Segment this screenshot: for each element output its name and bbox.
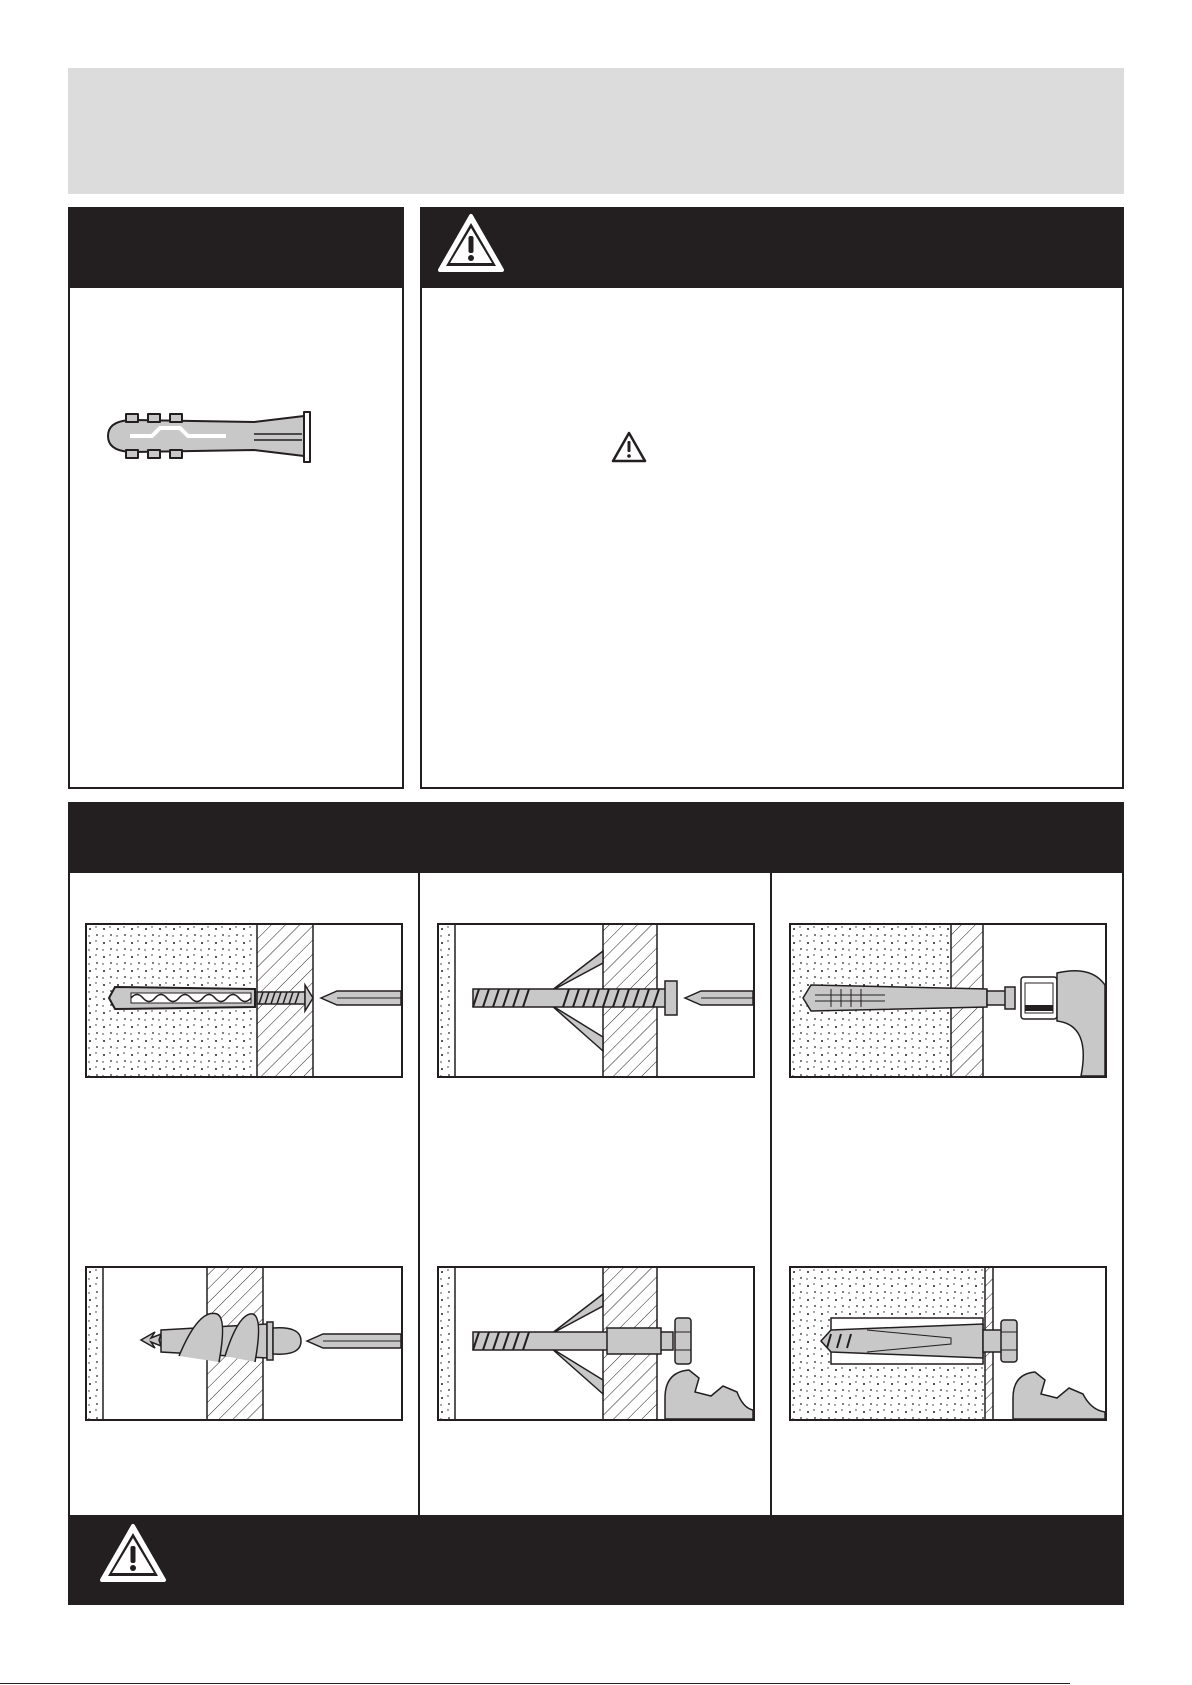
column-divider bbox=[770, 873, 772, 1516]
screwdriver-icon bbox=[685, 991, 753, 1005]
page-bottom-rule bbox=[0, 1683, 1070, 1684]
header-band bbox=[68, 68, 1124, 194]
spanner-icon bbox=[1013, 1372, 1105, 1419]
safety-warning-panel-header bbox=[420, 207, 1124, 288]
cavity-anchor-bolt-figure bbox=[437, 1266, 755, 1421]
warning-triangle-icon bbox=[98, 1522, 168, 1586]
warning-triangle-icon bbox=[436, 212, 506, 276]
screwdriver-icon bbox=[307, 1334, 401, 1348]
fixing-methods-header bbox=[68, 802, 1124, 873]
self-drill-plasterboard-fixing-figure bbox=[85, 1266, 403, 1421]
screwdriver-icon bbox=[321, 991, 401, 1005]
spanner-icon bbox=[665, 1370, 753, 1419]
column-divider bbox=[418, 873, 420, 1516]
bolt-icon bbox=[473, 1294, 691, 1394]
wall-plug-panel-header bbox=[68, 207, 404, 288]
wall-plug-in-solid-wall-figure bbox=[85, 923, 403, 1078]
hammer-icon bbox=[1021, 971, 1105, 1076]
wall-plug-icon bbox=[104, 408, 320, 464]
safety-warning-panel bbox=[420, 207, 1124, 789]
frame-fixing-in-solid-wall-figure bbox=[789, 923, 1107, 1078]
spring-toggle-in-cavity-wall-figure bbox=[437, 923, 755, 1078]
inline-warning-triangle-icon bbox=[610, 430, 648, 465]
wall-plug-panel bbox=[68, 207, 404, 789]
self-drill-fixing-icon bbox=[141, 1313, 301, 1362]
frame-fixing-icon bbox=[803, 985, 1015, 1011]
sleeve-anchor-bolt-figure bbox=[789, 1266, 1107, 1421]
footer-warning-bar bbox=[68, 1515, 1124, 1605]
